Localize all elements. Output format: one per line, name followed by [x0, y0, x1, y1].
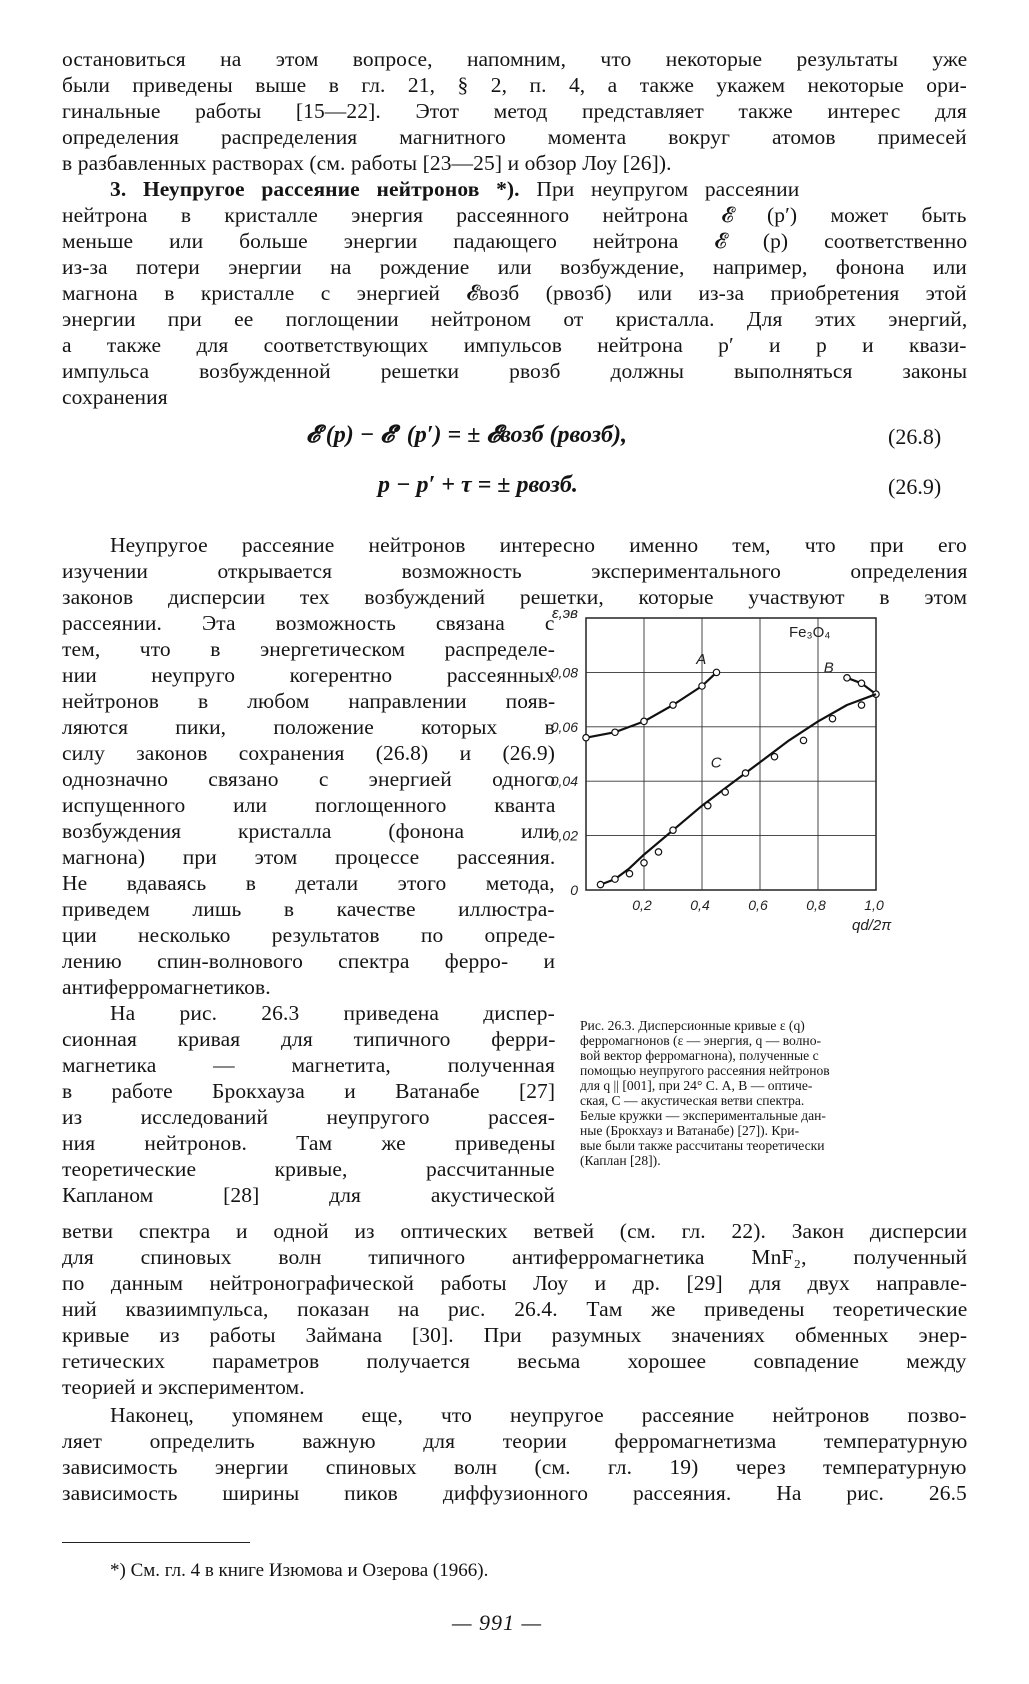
text-line: сохранения: [62, 385, 168, 409]
text-line: антиферромагнетиков.: [62, 975, 271, 999]
y-axis-label: ε,эв: [552, 605, 578, 622]
y-tick-label: 0,08: [550, 664, 578, 681]
data-point: [844, 675, 850, 681]
text-line: теорией и экспериментом.: [62, 1375, 305, 1399]
text-line: ции несколько результатов по опреде-: [62, 923, 556, 947]
caption-line: (Каплан [28]).: [580, 1153, 661, 1168]
text-line: гинальные работы [15—22]. Этот метод представляет также интерес для: [62, 99, 967, 123]
text-line: в разбавленных растворах (см. работы [23—25] и обзор Лоу [26]).: [62, 151, 672, 175]
text-line: энергии при ее поглощении нейтроном от кристалла. Для этих энергий,: [62, 307, 968, 331]
data-point: [597, 881, 603, 887]
section-first-line-rest: При неупругом рассеянии: [536, 177, 800, 201]
footnote: *) См. гл. 4 в книге Изюмова и Озерова (1966).: [110, 1560, 489, 1581]
text-line: теоретические кривые, рассчитанные: [62, 1157, 555, 1181]
data-point: [800, 737, 806, 743]
text-line: нейтронов в любом направлении появ-: [62, 689, 556, 713]
page-number: — 991 —: [452, 1610, 543, 1635]
caption-line: Белые кружки — экспериментальные дан-: [580, 1108, 826, 1123]
text-line: Наконец, упомянем еще, что неупругое рассеяние нейтронов позво-: [110, 1403, 967, 1427]
text-line: ветви спектра и одной из оптических ветвей (см. гл. 22). Закон дисперсии: [62, 1219, 968, 1243]
data-point: [612, 729, 618, 735]
text-line: испущенного или поглощенного кванта: [62, 793, 556, 817]
text-line: ляются пики, положение которых в: [62, 715, 555, 739]
x-tick-label: 0,6: [748, 897, 768, 913]
x-tick-label: 0,4: [690, 897, 710, 913]
text-line: рассеянии. Эта возможность связана с: [62, 611, 555, 635]
text-line: меньше или больше энергии падающего нейтрона 𝓔 (p) соответственно: [62, 229, 968, 253]
caption-line: ферромагнонов (ε — энергия, q — волно-: [580, 1033, 822, 1048]
text-line: остановиться на этом вопросе, напомним, что некоторые результаты уже: [62, 47, 968, 71]
text-line: ляет определить важную для теории ферромагнетизма температурную: [62, 1429, 968, 1453]
text-line: в работе Брокхауза и Ватанабе [27]: [62, 1079, 556, 1103]
data-point: [742, 770, 748, 776]
text-line: законов дисперсии тех возбуждений решетки, которые участвуют в этом: [62, 585, 968, 609]
footnote-rule: [62, 1542, 250, 1543]
equation-number: (26.9): [888, 474, 942, 499]
text-line: Не вдаваясь в детали этого метода,: [62, 871, 555, 895]
caption-line: вые были также рассчитаны теоретически: [580, 1138, 825, 1153]
data-point: [722, 789, 728, 795]
text-line: для спиновых волн типичного антиферромагнетика MnF₂, полученный: [62, 1245, 968, 1269]
series-label-c: C: [710, 754, 722, 772]
y-tick-label: 0,02: [550, 827, 578, 844]
data-point: [670, 827, 676, 833]
caption-line: помощью неупругого рассеяния нейтронов: [580, 1063, 830, 1078]
text-line: однозначно связано с энергией одного: [62, 767, 556, 791]
text-line: тем, что в энергетическом распределе-: [62, 637, 555, 661]
data-point: [641, 860, 647, 866]
series-curve-a: [586, 672, 717, 737]
text-line: нии неупруго когерентно рассеянных: [62, 663, 555, 687]
text-line: лению спин-волнового спектра ферро- и: [62, 949, 556, 973]
data-point: [858, 680, 864, 686]
text-line: а также для соответствующих импульсов нейтрона p′ и p и квази-: [62, 333, 967, 357]
data-point: [612, 876, 618, 882]
text-line: из-за потери энергии на рождение или возбуждение, например, фонона или: [62, 255, 967, 279]
figure-26-3: [550, 605, 980, 990]
text-line: силу законов сохранения (26.8) и (26.9): [62, 741, 555, 765]
y-tick-label: 0,06: [550, 718, 578, 735]
section-first-line: [110, 176, 799, 203]
data-point: [705, 802, 711, 808]
x-tick-label: 0,8: [806, 897, 826, 913]
text-line: гетических параметров получается весьма хорошее совпадение между: [62, 1349, 967, 1373]
data-point: [626, 870, 632, 876]
y-tick-label: 0: [570, 882, 578, 898]
text-line: сионная кривая для типичного ферри-: [62, 1027, 556, 1051]
text-line: приведем лишь в качестве иллюстра-: [62, 897, 555, 921]
caption-line: Рис. 26.3. Дисперсионные кривые ε (q): [580, 1018, 805, 1033]
text-line: нейтрона в кристалле энергия рассеянного нейтрона 𝓔 (p′) может быть: [62, 203, 967, 227]
material-annotation: Fe₃O₄: [789, 624, 831, 642]
text-line: ний квазиимпульса, показан на рис. 26.4. Там же приведены теоретические: [62, 1297, 968, 1321]
section-heading: 3. Неупругое рассеяние нейтронов *).: [110, 177, 520, 201]
equation-number: (26.8): [888, 424, 942, 449]
series-label-a: A: [696, 651, 707, 669]
data-point: [699, 683, 705, 689]
text-line: магнона) при этом процессе рассеяния.: [62, 845, 556, 869]
text-line: магнона в кристалле с энергией 𝓔возб (pвозб) или из-за приобретения этой: [62, 281, 967, 305]
text-line: зависимость ширины пиков диффузионного рассеяния. На рис. 26.5: [62, 1481, 967, 1505]
caption-line: ные (Брокхауз и Ватанабе) [27]). Кри-: [580, 1123, 800, 1138]
x-tick-label: 0,2: [632, 897, 652, 913]
text-line: были приведены выше в гл. 21, § 2, п. 4, а также укажем некоторые ори-: [62, 73, 967, 97]
text-line: На рис. 26.3 приведена диспер-: [110, 1001, 555, 1025]
y-tick-label: 0,04: [550, 773, 578, 790]
text-line: ния нейтронов. Там же приведены: [62, 1131, 556, 1155]
series-label-b: B: [823, 659, 834, 677]
data-point: [713, 669, 719, 675]
text-line: импульса возбужденной решетки pвозб должны выполняться законы: [62, 359, 968, 383]
caption-line: для q || [001], при 24° С. A, B — оптиче-: [580, 1078, 813, 1093]
data-point: [641, 718, 647, 724]
data-point: [655, 849, 661, 855]
x-tick-label: 1,0: [864, 897, 884, 913]
text-line: возбуждения кристалла (фонона или: [62, 819, 556, 843]
text-line: Капланом [28] для акустической: [62, 1183, 555, 1207]
text-line: кривые из работы Займана [30]. При разумных значениях обменных энер-: [62, 1323, 968, 1347]
equation-26-8: 𝓔 (p) − 𝓔′ (p′) = ± 𝓔возб (pвозб),: [306, 422, 627, 448]
dispersion-chart: [550, 605, 980, 990]
text-line: магнетика — магнетита, полученная: [62, 1053, 555, 1077]
text-line: изучении открывается возможность экспериментального определения: [62, 559, 968, 583]
equation-26-9: p − p′ + τ = ± pвозб.: [378, 472, 578, 498]
text-line: зависимость энергии спиновых волн (см. гл. 19) через температурную: [62, 1455, 967, 1479]
data-point: [858, 702, 864, 708]
caption-line: ская, C — акустическая ветви спектра.: [580, 1093, 805, 1108]
data-point: [583, 734, 589, 740]
text-line: из исследований неупругого рассея-: [62, 1105, 556, 1129]
text-line: по данным нейтронографической работы Лоу и др. [29] для двух направле-: [62, 1271, 968, 1295]
text-line: Неупругое рассеяние нейтронов интересно именно тем, что при его: [110, 533, 967, 557]
data-point: [771, 754, 777, 760]
caption-line: вой вектор ферромагнона), полученные с: [580, 1048, 819, 1063]
data-point: [829, 715, 835, 721]
data-point: [670, 702, 676, 708]
x-axis-label: qd/2π: [852, 917, 892, 934]
text-line: определения распределения магнитного момента вокруг атомов примесей: [62, 125, 967, 149]
